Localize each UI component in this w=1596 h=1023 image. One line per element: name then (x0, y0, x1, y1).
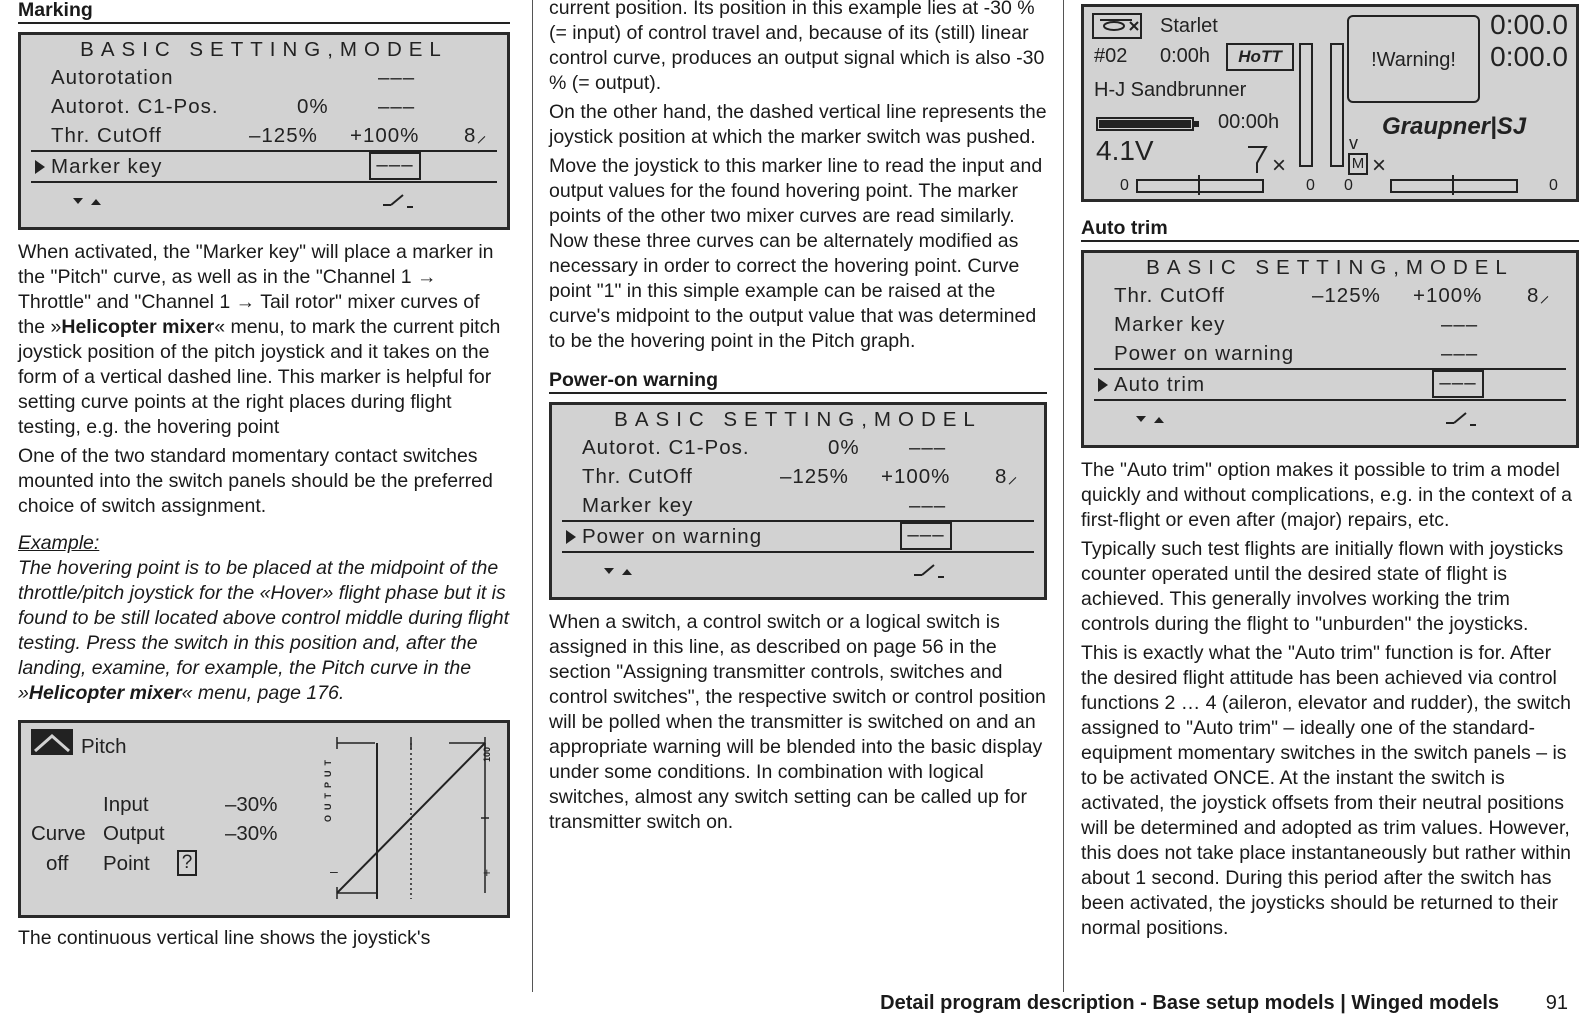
model-number: #02 (1094, 45, 1128, 67)
paragraph: The continuous vertical line shows the joystick's (18, 927, 431, 949)
column-2 (549, 0, 1047, 839)
timer-bottom: 0:00.0 (1490, 41, 1568, 72)
point-value[interactable]: ? (177, 850, 197, 876)
input-label: Input (103, 793, 149, 816)
footer-title: Detail program description - Base setup models | Winged models (880, 992, 1499, 1014)
row-label: Thr. CutOff (582, 465, 693, 488)
switch-field[interactable]: ––– (900, 522, 952, 550)
trim-bar (1136, 179, 1264, 193)
up-down-arrows-icon[interactable] (1134, 413, 1174, 427)
output-label: Output (103, 822, 165, 845)
row-label: Marker key (1114, 313, 1226, 336)
selection-arrow-icon (1098, 378, 1108, 392)
cross-icon: × (1372, 152, 1387, 179)
section-heading-marking: Marking (18, 0, 510, 24)
point-label: Point (103, 852, 150, 875)
paragraph: One of the two standard momentary contact switches mounted into the switch panels should be the preferred choice of switch assignment. (18, 445, 493, 517)
row-label: Thr. CutOff (1114, 284, 1225, 307)
pitch-curve-graph (327, 733, 497, 903)
lcd-row-selected[interactable] (562, 520, 1034, 553)
row-value: +100% (881, 465, 951, 488)
warning-text: !Warning! (1371, 49, 1456, 71)
up-down-arrows-icon[interactable] (602, 565, 642, 579)
row-label: Autorotation (51, 66, 174, 89)
trim-bar (1390, 179, 1518, 193)
trim-zero: 0 (1306, 177, 1315, 194)
paragraph: Typically such test flights are initially flown with joysticks counter operated until the desired state of flight is achieved. This generally involves working the trim controls during the flight to "unburden" the joysticks. (1081, 538, 1564, 635)
column-divider-2 (1063, 0, 1064, 992)
input-value: –30% (225, 793, 278, 816)
curve-label: Curve (31, 822, 86, 845)
selection-arrow-icon (566, 530, 576, 544)
row-value: ––– (378, 66, 416, 89)
battery-bar (1096, 117, 1200, 131)
row-switch: 8⸝ (464, 124, 488, 147)
paragraph: On the other hand, the dashed vertical line represents the joystick position at which the marker switch was pushed. (549, 101, 1047, 148)
row-label: Marker key (582, 494, 694, 517)
lcd-nav (21, 183, 507, 219)
pitch-title: Pitch (81, 735, 127, 758)
row-value: ––– (378, 95, 416, 118)
page-footer (0, 988, 1596, 1018)
row-value: +100% (350, 124, 420, 147)
lcd-row[interactable] (1084, 281, 1576, 310)
row-value: 0% (828, 436, 860, 459)
section-heading-auto-trim: Auto trim (1081, 216, 1579, 242)
row-value: ––– (1441, 313, 1479, 336)
time-display: 00:00h (1218, 111, 1280, 133)
lcd-nav (1084, 401, 1576, 437)
row-value: +100% (1413, 284, 1483, 307)
model-name: Starlet (1160, 15, 1218, 37)
model-type-icon (1092, 13, 1142, 39)
column-1 (18, 0, 510, 955)
column-divider-1 (532, 0, 533, 992)
output-axis-label: OUTPUT (323, 755, 333, 822)
example-label: Example: (18, 532, 100, 554)
lcd-title: BASIC SETTING,MODEL (80, 38, 448, 61)
voltage: 4.1V (1096, 135, 1154, 166)
lcd-row[interactable] (21, 63, 507, 92)
lcd-basic-setting-power-on (549, 402, 1047, 600)
page-number: 91 (1545, 992, 1568, 1014)
cross-icon: × (1272, 152, 1287, 179)
switch-field[interactable]: ––– (369, 152, 421, 180)
lcd-row-selected[interactable] (1094, 368, 1566, 401)
switch-symbol-icon[interactable] (912, 561, 946, 579)
row-switch: 8⸝ (995, 465, 1019, 488)
row-value: ––– (909, 436, 947, 459)
paragraph: current position. Its position in this example lies at -30 % (= input) of control travel and, because of its (still) linear control curve, produces an output signal which is also -30 % (= output). (549, 0, 1045, 94)
lcd-row[interactable] (21, 121, 507, 150)
lcd-row[interactable] (552, 491, 1044, 520)
paragraph: This is exactly what the "Auto trim" function is for. After the desired flight attitude has been achieved via control functions 2 … 4 (aileron, elevator and rudder), the switch assigned to "Auto trim" – ideally one of the standard-equipment momentary switches in the switch panels – is to be activated ONCE. At the instant the switch is activated, the joystick offsets from their neutral positions will be determined and adopted as trim values. However, this does not take place instantaneously but rather within about 1 second. During this period after the switch has been activated, the joysticks should be returned to their normal positions. (1081, 642, 1571, 939)
row-value: –125% (249, 124, 318, 147)
switch-symbol-icon[interactable] (381, 191, 415, 209)
row-label: Auto trim (1114, 373, 1206, 396)
owner-name: H-J Sandbrunner (1094, 79, 1247, 101)
axis-plus-label: + (483, 865, 491, 880)
trim-zero: 0 (1344, 177, 1353, 194)
lcd-row[interactable] (21, 92, 507, 121)
row-label: Marker key (51, 155, 163, 178)
row-value: 0% (297, 95, 329, 118)
paragraph: When activated, the "Marker key" will place a marker in the "Pitch" curve, as well as in the "Channel 1 → Throttle" and "Channel 1 → Tail rotor" mixer curves of the »Helicopter mixer« menu, to mark the current pitch joystick position of the pitch joystick and it takes on the form of a vertical dashed line. This marker is helpful for setting curve points at the right places during flight testing, e.g. the hovering point (18, 241, 501, 438)
antenna-icon (1246, 145, 1268, 173)
lcd-basic-setting-auto-trim (1081, 250, 1579, 448)
row-value: ––– (1441, 342, 1479, 365)
switch-field[interactable]: ––– (1432, 370, 1484, 398)
warning-box (1347, 15, 1480, 103)
row-value: ––– (909, 494, 947, 517)
column-3 (1081, 4, 1579, 945)
lcd-pitch-curve (18, 720, 510, 918)
paragraph: When a switch, a control switch or a logical switch is assigned in this line, as described on page 56 in the section "Assigning transmitter controls, switches and control switches", the respective switch or control position will be polled when the transmitter is switched on and an appropriate warning will be blended into the basic display under some conditions. In combination with logical switches, almost any switch setting can be called up for transmitter switch on. (549, 611, 1046, 833)
trim-zero: 0 (1549, 177, 1558, 194)
row-value: –125% (1312, 284, 1381, 307)
lcd-title: BASIC SETTING,MODEL (1146, 256, 1514, 279)
selection-arrow-icon (35, 160, 45, 174)
hott-logo: HoTT (1226, 43, 1294, 71)
brand-logo: Graupner|SJ (1382, 113, 1527, 140)
row-label: Autorot. C1-Pos. (582, 436, 750, 459)
lcd-row[interactable] (552, 433, 1044, 462)
switch-symbol-icon[interactable] (1444, 409, 1478, 427)
axis-max-label: 100 (482, 747, 492, 763)
throttle-trim-bar-right (1330, 43, 1344, 167)
lcd-row[interactable] (1084, 310, 1576, 339)
v-indicator: v (1349, 133, 1358, 153)
paragraph: Move the joystick to this marker line to read the input and output values for the found hovering point. The marker points of the other two mixer curves are read similarly. Now these three curves can be alternately modified as necessary in order to correct the hovering point. Curve point "1" in this simple example can be raised at the curve's midpoint to the output value that was determined to be the hovering point in the Pitch graph. (549, 155, 1043, 352)
lcd-nav (552, 553, 1044, 589)
model-time: 0:00h (1160, 45, 1211, 67)
throttle-trim-bar-left (1299, 43, 1313, 167)
lcd-row-selected[interactable] (31, 150, 497, 183)
lcd-row[interactable] (1084, 339, 1576, 368)
row-label: Autorot. C1-Pos. (51, 95, 219, 118)
lcd-title: BASIC SETTING,MODEL (614, 408, 982, 431)
curve-state: off (46, 852, 69, 875)
row-label: Thr. CutOff (51, 124, 162, 147)
row-switch: 8⸝ (1527, 284, 1551, 307)
mode-indicator: M (1348, 153, 1368, 175)
example-text: The hovering point is to be placed at the midpoint of the throttle/pitch joystick for the «Hover» flight phase but it is found to be still located above control middle during flight testing. Press the switch in this position and, after the landing, examine, for example, the Pitch curve in the »Helicopter mixer« menu, page 176. (18, 557, 510, 704)
trim-zero: 0 (1120, 177, 1129, 194)
pitch-curve-icon (31, 729, 73, 755)
up-down-arrows-icon[interactable] (71, 195, 111, 209)
lcd-row[interactable] (552, 462, 1044, 491)
row-label: Power on warning (1114, 342, 1295, 365)
paragraph: The "Auto trim" option makes it possible to trim a model quickly and without complications, e.g. in the context of a first-flight or even after (major) repairs, etc. (1081, 459, 1573, 531)
row-value: –125% (780, 465, 849, 488)
axis-minus-label: – (330, 863, 338, 879)
lcd-basic-setting-marking (18, 32, 510, 230)
section-heading-power-on-warning: Power-on warning (549, 368, 1047, 394)
lcd-basic-display (1081, 4, 1579, 202)
row-label: Power on warning (582, 525, 763, 548)
timer-top: 0:00.0 (1490, 9, 1568, 40)
output-value: –30% (225, 822, 278, 845)
